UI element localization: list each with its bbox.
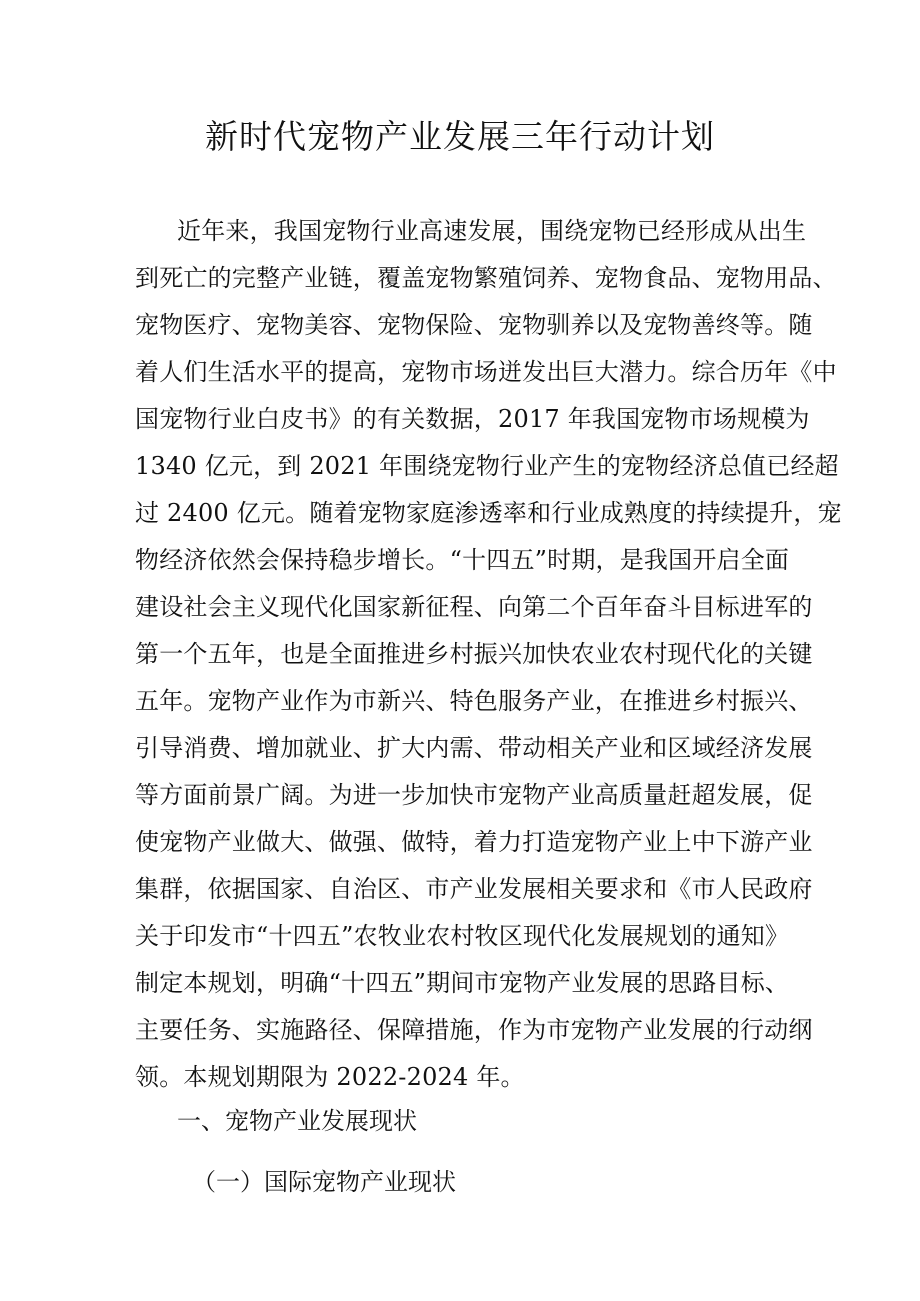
paragraph-line: 五年。宠物产业作为市新兴、特色服务产业，在推进乡村振兴、 <box>135 687 813 715</box>
section-heading: 一、宠物产业发展现状 <box>177 1107 417 1135</box>
paragraph-line: 国宠物行业白皮书》的有关数据，2017 年我国宠物市场规模为 <box>135 405 810 433</box>
paragraph-line: 主要任务、实施路径、保障措施，作为市宠物产业发展的行动纲 <box>135 1016 813 1044</box>
paragraph-line: 引导消费、增加就业、扩大内需、带动相关产业和区域经济发展 <box>135 734 813 762</box>
paragraph-line: 1340 亿元，到 2021 年围绕宠物行业产生的宠物经济总值已经超 <box>135 452 839 480</box>
paragraph-line: 着人们生活水平的提高，宠物市场迸发出巨大潜力。综合历年《中 <box>135 358 837 386</box>
subsection-heading: （一）国际宠物产业现状 <box>192 1168 456 1196</box>
paragraph-line: 到死亡的完整产业链，覆盖宠物繁殖饲养、宠物食品、宠物用品、 <box>135 264 837 292</box>
paragraph-line: 制定本规划，明确“十四五”期间市宠物产业发展的思路目标、 <box>135 969 790 997</box>
paragraph-line: 近年来，我国宠物行业高速发展，围绕宠物已经形成从出生 <box>177 217 807 245</box>
paragraph-line: 物经济依然会保持稳步增长。“十四五”时期，是我国开启全面 <box>135 546 790 574</box>
paragraph-line: 宠物医疗、宠物美容、宠物保险、宠物驯养以及宠物善终等。随 <box>135 311 813 339</box>
paragraph-line: 使宠物产业做大、做强、做特，着力打造宠物产业上中下游产业 <box>135 828 813 856</box>
paragraph-line: 等方面前景广阔。为进一步加快市宠物产业高质量赶超发展，促 <box>135 781 813 809</box>
paragraph-line: 过 2400 亿元。随着宠物家庭渗透率和行业成熟度的持续提升，宠 <box>135 499 842 527</box>
paragraph-line: 集群，依据国家、自治区、市产业发展相关要求和《市人民政府 <box>135 875 813 903</box>
paragraph-line: 关于印发市“十四五”农牧业农村牧区现代化发展规划的通知》 <box>135 922 790 950</box>
paragraph-line: 领。本规划期限为 2022-2024 年。 <box>135 1063 525 1091</box>
paragraph-line: 建设社会主义现代化国家新征程、向第二个百年奋斗目标进军的 <box>135 593 813 621</box>
document-title: 新时代宠物产业发展三年行动计划 <box>205 117 715 156</box>
paragraph-line: 第一个五年，也是全面推进乡村振兴加快农业农村现代化的关键 <box>135 640 813 668</box>
